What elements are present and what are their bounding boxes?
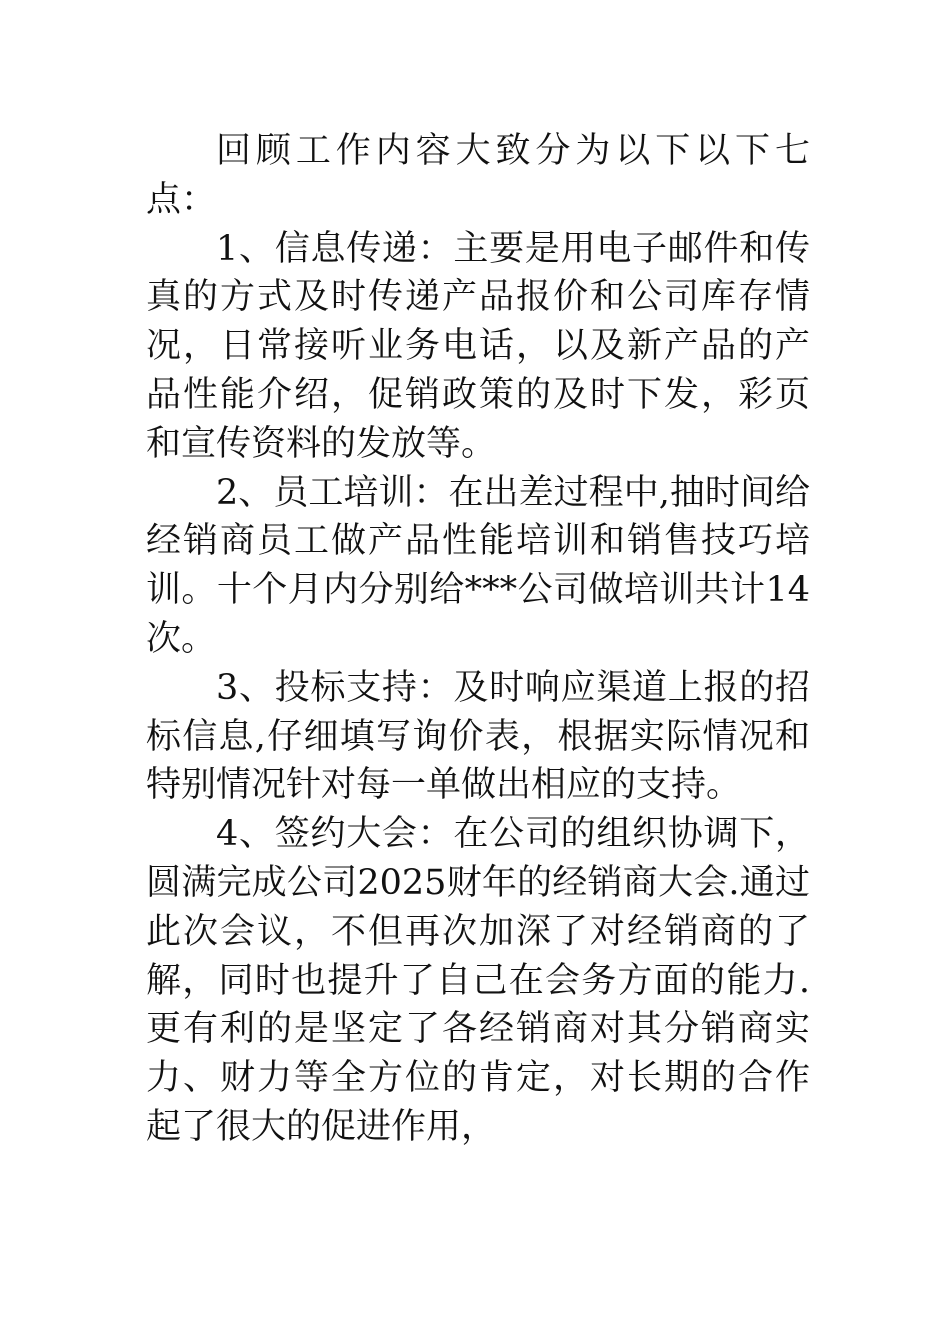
- paragraph-intro: 回顾工作内容大致分为以下以下七点：: [146, 131, 810, 220]
- paragraph-signing-conference: 4、签约大会：在公司的组织协调下，圆满完成公司2025财年的经销商大会.通过此次会议，不但再次加深了对经销商的了解，同时也提升了自己在会务方面的能力.更有利的是坚定了各经销商对其分销商实力、财力等全方位的肯定，对长期的合作起了很大的促进作用，: [146, 814, 810, 1147]
- document-body: [146, 127, 810, 1152]
- paragraph-staff-training: 2、员工培训：在出差过程中,抽时间给经销商员工做产品性能培训和销售技巧培训。十个月内分别给***公司做培训共计14次。: [146, 472, 810, 659]
- paragraph-bidding-support: 3、投标支持：及时响应渠道上报的招标信息,仔细填写询价表，根据实际情况和特别情况针对每一单做出相应的支持。: [146, 667, 810, 806]
- paragraph-information-delivery: 1、信息传递：主要是用电子邮件和传真的方式及时传递产品报价和公司库存情况，日常接听业务电话，以及新产品的产品性能介绍，促销政策的及时下发，彩页和宣传资料的发放等。: [146, 228, 810, 464]
